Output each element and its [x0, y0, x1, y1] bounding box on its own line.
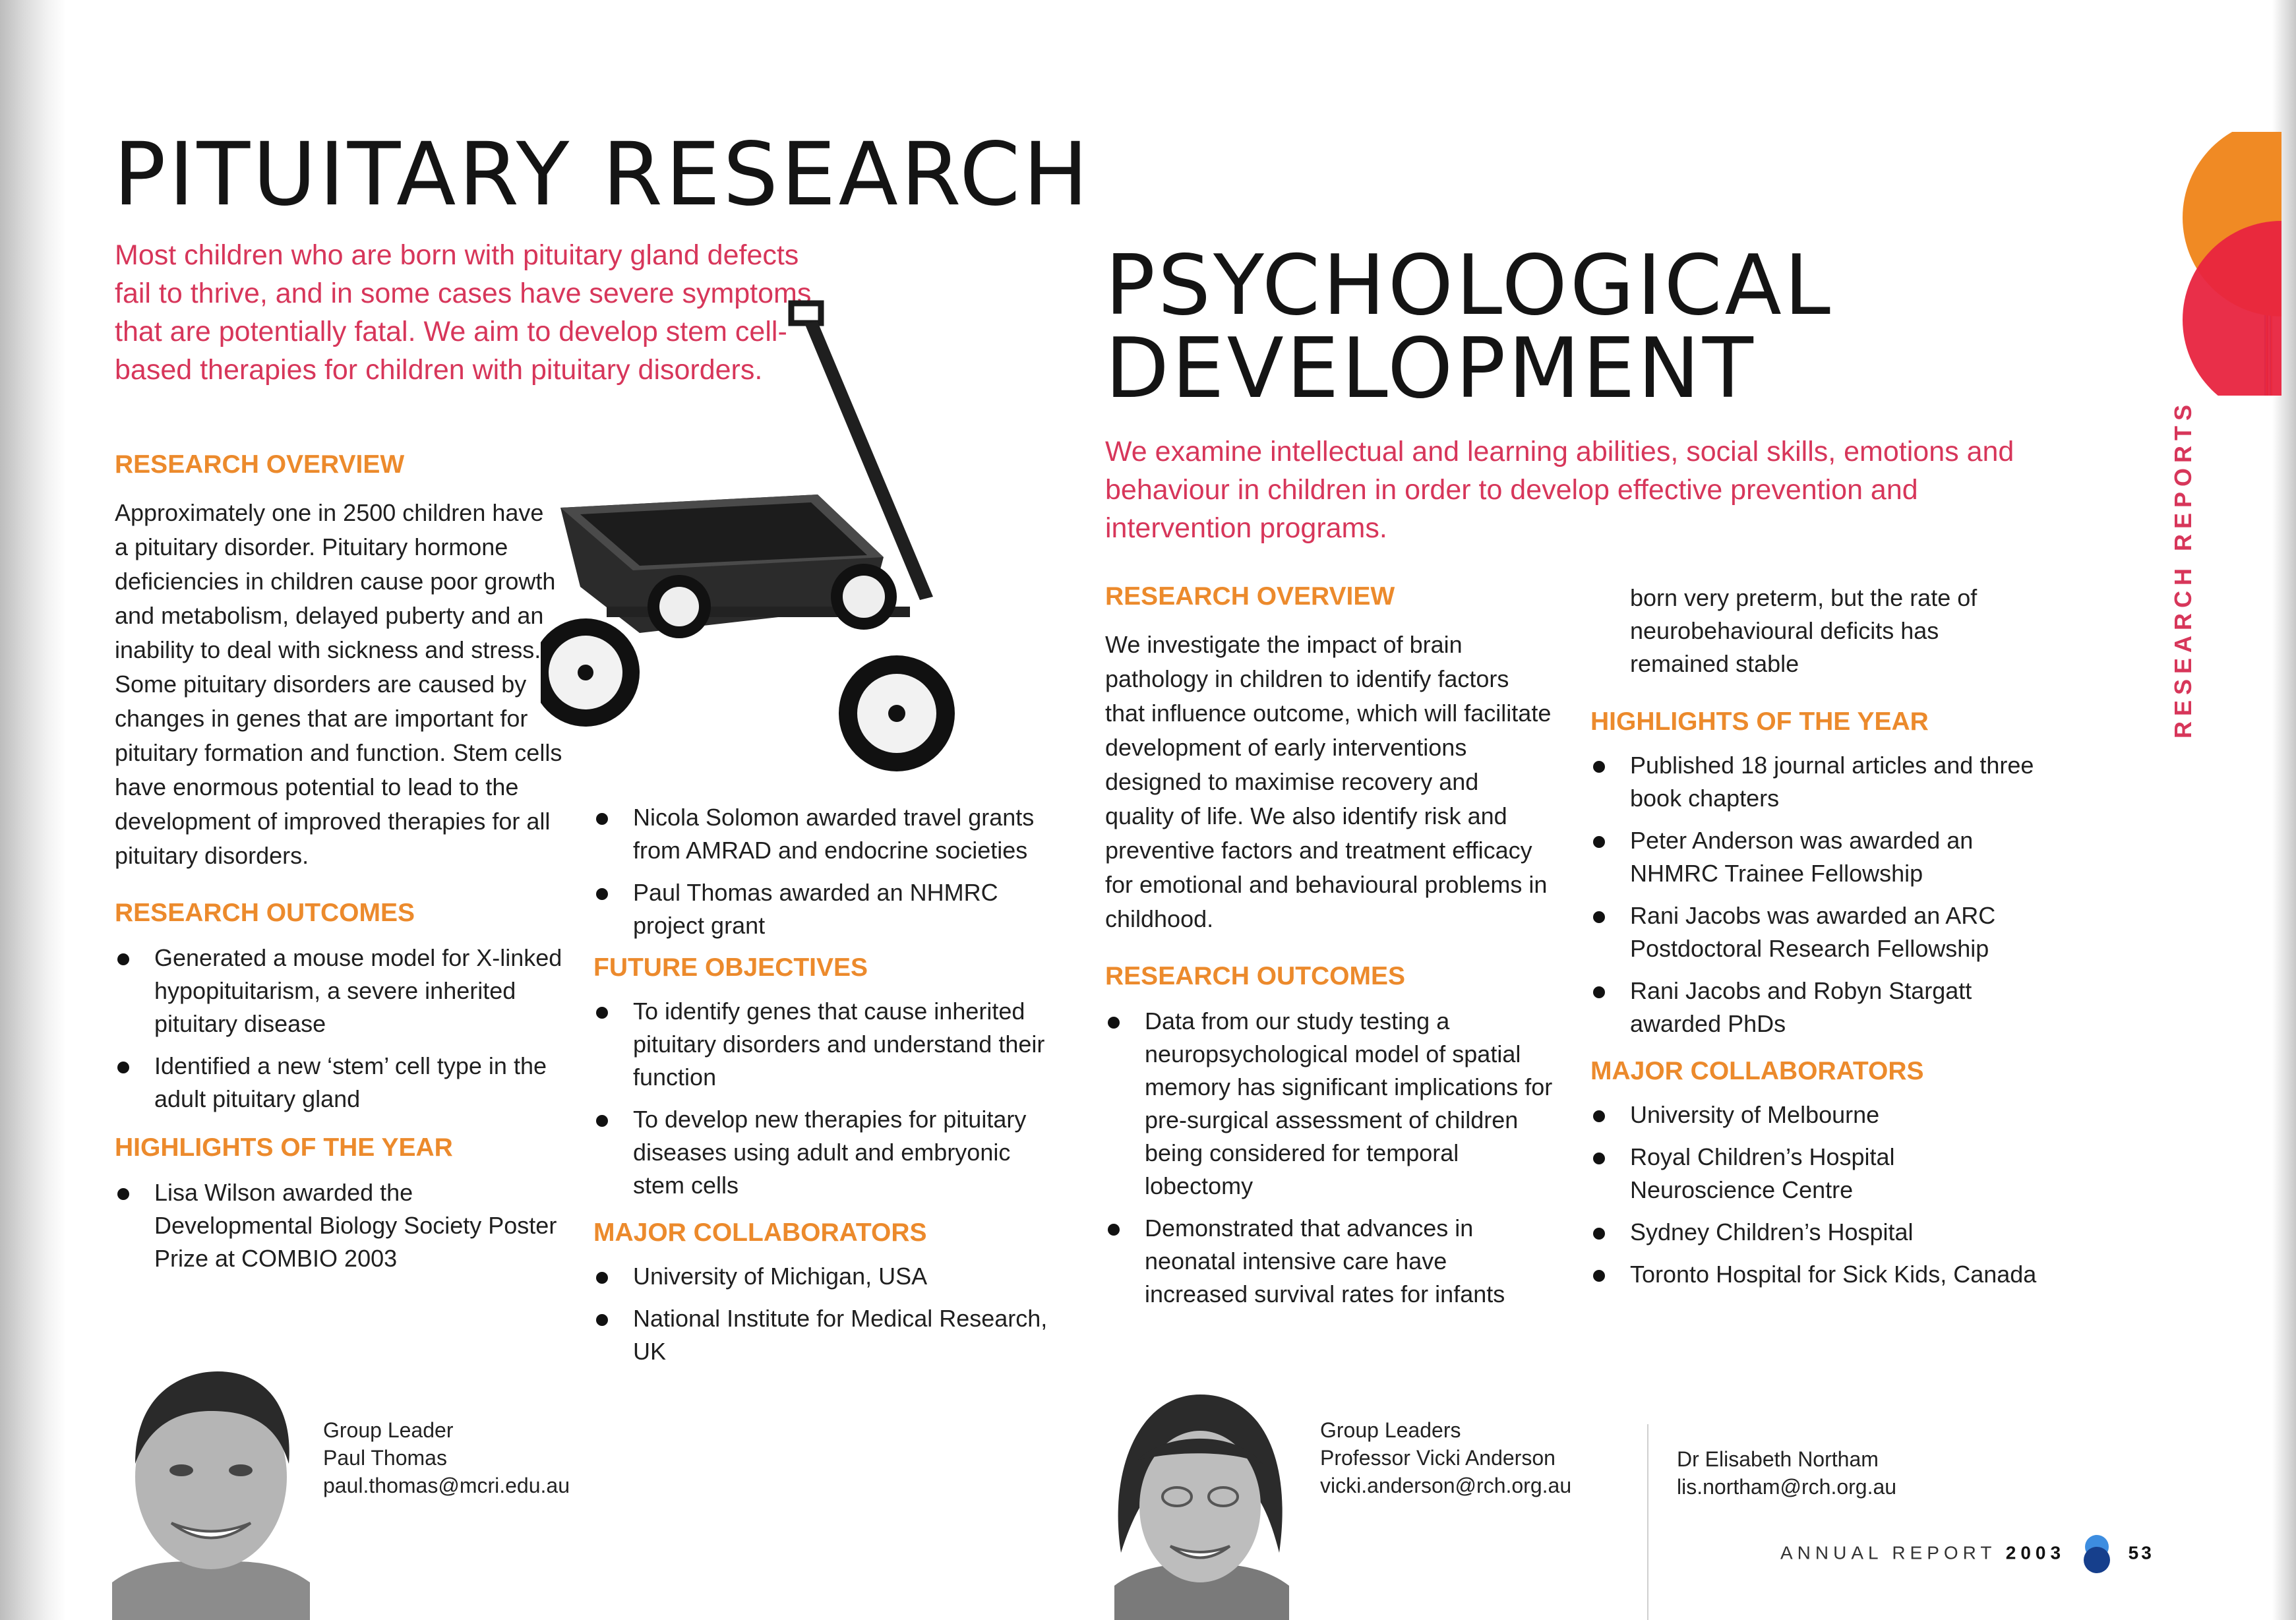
list-item: National Institute for Medical Research, UK: [593, 1302, 1055, 1368]
list-item: Published 18 journal articles and three book chapters: [1590, 749, 2039, 815]
group-leader-name: Professor Vicki Anderson: [1320, 1446, 1556, 1470]
bullet-icon: [1108, 1224, 1120, 1236]
bullet-icon: [1593, 836, 1605, 848]
bullet-icon: [1593, 1153, 1605, 1164]
bullet-icon: [596, 1007, 608, 1019]
pituitary-objectives-heading: FUTURE OBJECTIVES: [593, 953, 868, 982]
footer-blue-dot-icon: [2082, 1534, 2112, 1575]
group-leader-email: lis.northam@rch.org.au: [1677, 1475, 1897, 1499]
list-item: Data from our study testing a neuropsychological model of spatial memory has significant implications for pre-surgical assessment of children being considered for temporal lobectomy: [1105, 1005, 1554, 1203]
wagon-image: [541, 297, 1068, 785]
bullet-icon: [1593, 761, 1605, 773]
bullet-icon: [1593, 1110, 1605, 1122]
list-item: Identified a new ‘stem’ cell type in the adult pituitary gland: [115, 1050, 563, 1116]
psych-overview-text: We investigate the impact of brain pathology in children to identify factors that influence outcome, which will facilitate development of early interventions designed to maximise recovery and quality of life. We also identify risk and preventive factors and treatment efficacy for emotional and behavioural problems in childhood.: [1105, 631, 1552, 932]
portrait-photo: [112, 1365, 310, 1620]
psych-group-leaders: [1320, 1416, 1597, 1499]
bullet-icon: [596, 813, 608, 825]
pituitary-outcomes-heading: RESEARCH OUTCOMES: [115, 899, 415, 927]
section-side-label: RESEARCH REPORTS: [2169, 399, 2196, 738]
psych-highlights-list: [1590, 749, 2039, 1040]
pituitary-collaborators-heading: MAJOR COLLABORATORS: [593, 1218, 927, 1247]
list-item: Demonstrated that advances in neonatal intensive care have increased survival rates for infants: [1105, 1212, 1554, 1311]
psych-second-leader: [1677, 1445, 1954, 1501]
list-item: Toronto Hospital for Sick Kids, Canada: [1590, 1258, 2039, 1291]
footer-year: 2003: [2005, 1542, 2066, 1563]
list-item: To develop new therapies for pituitary diseases using adult and embryonic stem cells: [593, 1103, 1055, 1202]
psych-overview-heading: RESEARCH OVERVIEW: [1105, 582, 1395, 611]
bullet-icon: [117, 1188, 129, 1200]
portrait-shoulders: [112, 1561, 310, 1620]
psych-outcomes-list: [1105, 1005, 1554, 1311]
psych-intro: We examine intellectual and learning abilities, social skills, emotions and behaviour in children in order to develop effective prevention and intervention programs.: [1105, 436, 2014, 544]
group-leader-email: vicki.anderson@rch.org.au: [1320, 1474, 1572, 1497]
psych-collaborators-heading: MAJOR COLLABORATORS: [1590, 1057, 1924, 1085]
list-item: Rani Jacobs was awarded an ARC Postdoctoral Research Fellowship: [1590, 899, 2039, 965]
pituitary-overview-heading: RESEARCH OVERVIEW: [115, 450, 405, 479]
bullet-icon: [1593, 1270, 1605, 1282]
pituitary-objectives-list: [593, 995, 1055, 1202]
bullet-icon: [1593, 1228, 1605, 1240]
group-leader-name: Paul Thomas: [323, 1446, 447, 1470]
list-item: University of Michigan, USA: [593, 1260, 1055, 1293]
list-item: Royal Children’s Hospital Neuroscience Centre: [1590, 1141, 2039, 1207]
list-item: University of Melbourne: [1590, 1098, 2039, 1131]
list-item: Lisa Wilson awarded the Developmental Biology Society Poster Prize at COMBIO 2003: [115, 1176, 563, 1275]
page-number: 53: [2128, 1542, 2154, 1563]
pituitary-left-column: [115, 448, 563, 1284]
group-leader-label: Group Leader: [323, 1418, 454, 1442]
book-spine-shadow: [0, 0, 66, 1620]
wagon-handle-grip: [791, 303, 821, 323]
psych-outcome-continued: born very preterm, but the rate of neurobehavioural deficits has remained stable: [1630, 584, 1978, 677]
portrait-photo: [1101, 1388, 1299, 1620]
list-item: Nicola Solomon awarded travel grants from AMRAD and endocrine societies: [593, 801, 1055, 867]
bullet-icon: [596, 888, 608, 900]
pituitary-highlights-list-continued: [593, 801, 1055, 942]
pituitary-overview-text: Approximately one in 2500 children have a pituitary disorder. Pituitary hormone deficiencies in children cause poor growth and metabolism, delayed puberty and an inability to deal with sickness and stress. Some pituitary disorders are caused by changes in genes that are important for pituitary formation and function. Stem cells have enormous potential to lead to the development of improved therapies for all pituitary disorders.: [115, 499, 562, 869]
pituitary-intro: Most children who are born with pituitary gland defects fail to thrive, and in some cases have severe symptoms that are potentially fatal. We aim to develop stem cell-based therapies for children with pituitary disorders.: [115, 239, 812, 386]
psych-left-column: [1105, 580, 1554, 1320]
group-leader-name: Dr Elisabeth Northam: [1677, 1447, 1879, 1471]
list-item: Paul Thomas awarded an NHMRC project grant: [593, 876, 1055, 942]
psych-right-column: [1590, 582, 2039, 1300]
pituitary-group-leader: [323, 1416, 600, 1499]
list-item: Peter Anderson was awarded an NHMRC Trainee Fellowship: [1590, 824, 2039, 890]
bullet-icon: [117, 1062, 129, 1073]
pituitary-outcomes-list: [115, 942, 563, 1116]
footer-label: ANNUAL REPORT: [1780, 1542, 1996, 1563]
leaders-divider: [1647, 1424, 1648, 1620]
list-item: Generated a mouse model for X-linked hypopituitarism, a severe inherited pituitary disease: [115, 942, 563, 1040]
pituitary-highlights-heading: HIGHLIGHTS OF THE YEAR: [115, 1133, 453, 1162]
list-item: Rani Jacobs and Robyn Stargatt awarded PhDs: [1590, 975, 2039, 1040]
psych-highlights-heading: HIGHLIGHTS OF THE YEAR: [1590, 707, 1929, 736]
bullet-icon: [1593, 911, 1605, 923]
psych-collaborators-list: [1590, 1098, 2039, 1291]
bullet-icon: [117, 953, 129, 965]
list-item: To identify genes that cause inherited pituitary disorders and understand their function: [593, 995, 1055, 1094]
page-footer: [1780, 1534, 2154, 1575]
pituitary-collaborators-list: [593, 1260, 1055, 1368]
bullet-icon: [596, 1115, 608, 1127]
psych-outcomes-heading: RESEARCH OUTCOMES: [1105, 962, 1406, 990]
pituitary-highlights-list: [115, 1176, 563, 1275]
pituitary-middle-column: [593, 801, 1055, 1377]
group-leader-email: paul.thomas@mcri.edu.au: [323, 1474, 570, 1497]
psych-title: [1105, 237, 1833, 417]
decorative-circles: [2169, 132, 2281, 396]
bullet-icon: [1593, 986, 1605, 998]
psych-title-line2: DEVELOPMENT: [1105, 320, 1756, 417]
psych-title-line1: PSYCHOLOGICAL: [1105, 237, 1833, 334]
pituitary-title: PITUITARY RESEARCH: [113, 124, 1091, 225]
bullet-icon: [1108, 1017, 1120, 1029]
group-leaders-label: Group Leaders: [1320, 1418, 1461, 1442]
list-item: Sydney Children’s Hospital: [1590, 1216, 2039, 1249]
bullet-icon: [596, 1314, 608, 1326]
bullet-icon: [596, 1272, 608, 1284]
